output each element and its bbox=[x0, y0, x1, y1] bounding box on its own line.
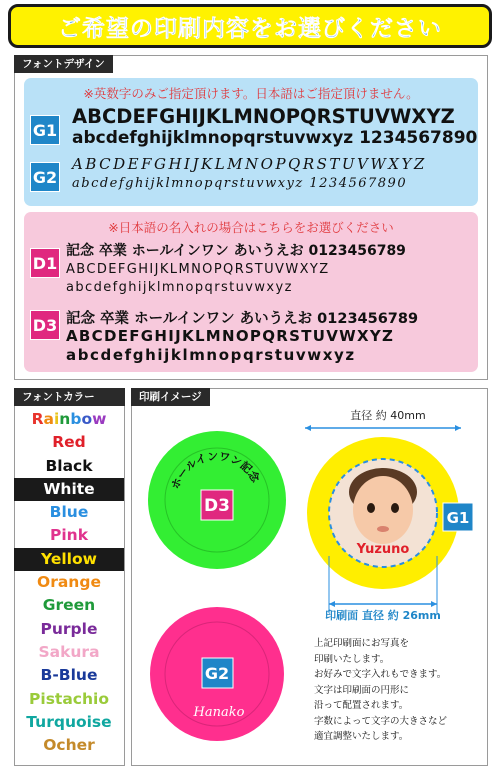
d1-sample-upper: ABCDEFGHIJKLMNOPQRSTUVWXYZ bbox=[66, 262, 330, 277]
font-color-sakura[interactable]: Sakura bbox=[38, 642, 100, 661]
font-design-tag: フォントデザイン bbox=[14, 55, 113, 73]
font-color-rainbow[interactable]: Rainbow bbox=[31, 410, 107, 428]
green-disc-badge-text: D3 bbox=[204, 496, 230, 516]
g2-sample-upper: ABCDEFGHIJKLMNOPQRSTUVWXYZ bbox=[72, 155, 427, 173]
g2-sample-lower: abcdefghijklmnopqrstuvwxyz 1234567890 bbox=[72, 176, 408, 191]
d3-sample-upper: ABCDEFGHIJKLMNOPQRSTUVWXYZ bbox=[66, 327, 395, 345]
font-color-white[interactable]: White bbox=[14, 478, 124, 501]
font-color-turquoise[interactable]: Turquoise bbox=[26, 712, 112, 731]
font-color-ocher[interactable]: Ocher bbox=[43, 736, 95, 755]
print-image-tag: 印刷イメージ bbox=[131, 388, 210, 406]
d3-sample-lower: abcdefghijklmnopqrstuvwxyz bbox=[66, 346, 356, 364]
font-color-pistachio[interactable]: Pistachio bbox=[29, 689, 109, 708]
green-disc-sample bbox=[148, 431, 286, 569]
print-surface-label: 印刷面 直径 約 26mm bbox=[325, 609, 441, 622]
g2-badge[interactable]: G2 bbox=[30, 162, 60, 192]
font-color-black[interactable]: Black bbox=[45, 456, 93, 475]
font-color-red[interactable]: Red bbox=[52, 433, 86, 452]
d-fonts-panel bbox=[24, 212, 478, 372]
g-fonts-panel bbox=[24, 78, 478, 206]
print-description bbox=[314, 636, 447, 745]
font-color-pink[interactable]: Pink bbox=[49, 526, 89, 545]
diameter-label: 直径 約 40mm bbox=[350, 409, 426, 422]
photo-disc-sample bbox=[305, 408, 473, 622]
print-description-line: お好みで文字入れもできます。 bbox=[314, 669, 447, 680]
font-color-list bbox=[14, 408, 124, 757]
g1-badge[interactable]: G1 bbox=[30, 115, 60, 145]
d1-badge[interactable]: D1 bbox=[30, 248, 60, 278]
print-description-line: 沿って配置されます。 bbox=[314, 700, 409, 711]
green-disc-curved-text: ホールインワン記念 bbox=[168, 449, 263, 492]
print-description-line: 印刷いたします。 bbox=[314, 653, 390, 665]
pink-disc-badge-text: G2 bbox=[204, 664, 230, 683]
font-color-b-blue[interactable]: B-Blue bbox=[40, 666, 98, 685]
font-color-purple[interactable]: Purple bbox=[40, 619, 98, 638]
d1-sample-lower: abcdefghijklmnopqrstuvwxyz bbox=[66, 280, 293, 295]
g-fonts-note: ※英数字のみご指定頂けます。日本語はご指定頂けません。 bbox=[83, 86, 419, 101]
g1-sample-upper: ABCDEFGHIJKLMNOPQRSTUVWXYZ bbox=[72, 105, 455, 128]
photo-disc-badge-text: G1 bbox=[446, 509, 470, 527]
font-color-yellow[interactable]: Yellow bbox=[14, 548, 124, 571]
pink-disc-name-text: Hanako bbox=[193, 705, 245, 720]
d3-sample-japanese: 記念 卒業 ホールインワン あいうえお 0123456789 bbox=[66, 311, 419, 327]
font-color-tag: フォントカラー bbox=[14, 388, 125, 406]
page-title: ご希望の印刷内容をお選びください bbox=[58, 15, 442, 42]
d3-badge[interactable]: D3 bbox=[30, 310, 60, 340]
pink-disc-sample bbox=[150, 607, 284, 741]
print-description-line: 適宜調整いたします。 bbox=[314, 731, 409, 742]
print-description-line: 文字は印刷面の円形に bbox=[314, 684, 410, 696]
font-color-orange[interactable]: Orange bbox=[37, 573, 101, 592]
photo-disc-name-text: Yuzuno bbox=[356, 542, 410, 557]
d1-sample-japanese: 記念 卒業 ホールインワン あいうえお 0123456789 bbox=[66, 243, 406, 259]
g1-sample-lower: abcdefghijklmnopqrstuvwxyz 1234567890 bbox=[72, 128, 478, 148]
print-description-line: 上記印刷面にお写真を bbox=[314, 638, 410, 649]
print-description-line: 字数によって文字の大きさなど bbox=[314, 715, 448, 727]
page-banner bbox=[8, 4, 492, 48]
d-fonts-note: ※日本語の名入れの場合はこちらをお選びください bbox=[108, 220, 394, 235]
font-color-blue[interactable]: Blue bbox=[49, 503, 89, 522]
font-color-green[interactable]: Green bbox=[42, 596, 96, 615]
